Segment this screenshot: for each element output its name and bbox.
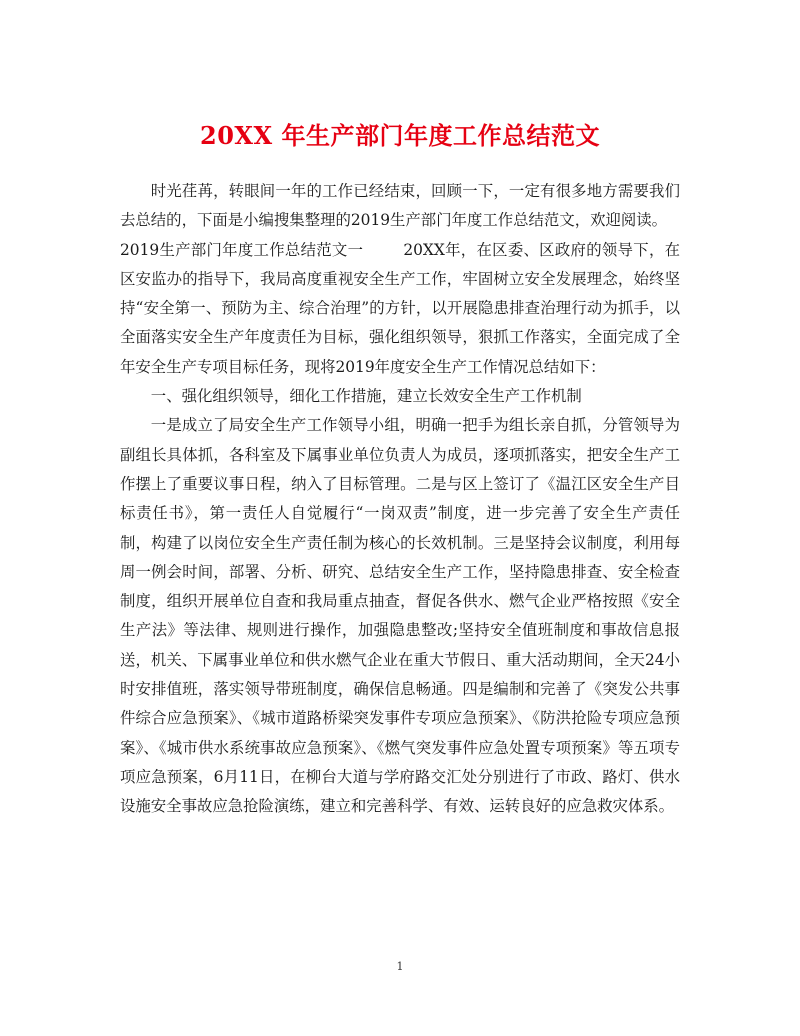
article-label: 2019生产部门年度工作总结范文一 [120, 240, 364, 259]
page-number: 1 [396, 960, 404, 973]
document-title: 20XX 年生产部门年度工作总结范文 [200, 121, 600, 151]
section-body: 一是成立了局安全生产工作领导小组，明确一把手为组长亲自抓，分管领导为副组长具体抓，各科室及下属事业单位负责人为成员，逐项抓落实，把安全生产工作摆上了重要议事日程，纳入了目标管理。二是与区上签订了《温江区安全生产目标责任书》，第一责任人自觉履行“一岗双责”制度，进一步完善了安全生产责任制，构建了以岗位安全生产责任制为核心的长效机制。三是坚持会议制度，利用每周一例会时间，部署、分析、研究、总结安全生产工作，坚持隐患排查、安全检查制度，组织开展单位自查和我局重点抽查，督促各供水、燃气企业严格按照《安全生产法》等法律、规则进行操作，加强隐患整改;坚持安全值班制度和事故信息报送，机关、下属事业单位和供水燃气企业在重大节假日、重大活动期间，全天24小时安排值班，落实领导带班制度，确保信息畅通。四是编制和完善了《突发公共事件综合应急预案》、《城市道路桥梁突发事件专项应急预案》、《防洪抢险专项应急预案》、《城市供水系统事故应急预案》、《燃气突发事件应急处置专项预案》等五项专项应急预案，6月11日，在柳台大道与学府路交汇处分别进行了市政、路灯、供水设施安全事故应急抢险演练，建立和完善科学、有效、运转良好的应急救灾体系。 [120, 416, 680, 816]
document-body [120, 177, 680, 822]
intro-paragraph: 时光荏苒，转眼间一年的工作已经结束，回顾一下，一定有很多地方需要我们去总结的，下面是小编搜集整理的2019生产部门年度工作总结范文，欢迎阅读。 [120, 182, 680, 230]
article-paragraph [120, 236, 680, 382]
article-opening: 20XX年，在区委、区政府的领导下，在区安监办的指导下，我局高度重视安全生产工作，牢固树立安全发展理念，始终坚持“安全第一、预防为主、综合治理”的方针，以开展隐患排查治理行动为抓手，以全面落实安全生产年度责任为目标，强化组织领导，狠抓工作落实，全面完成了全年安全生产专项目标任务，现将2019年度安全生产工作情况总结如下： [120, 240, 681, 376]
section-heading: 一、强化组织领导，细化工作措施，建立长效安全生产工作机制 [150, 387, 582, 406]
